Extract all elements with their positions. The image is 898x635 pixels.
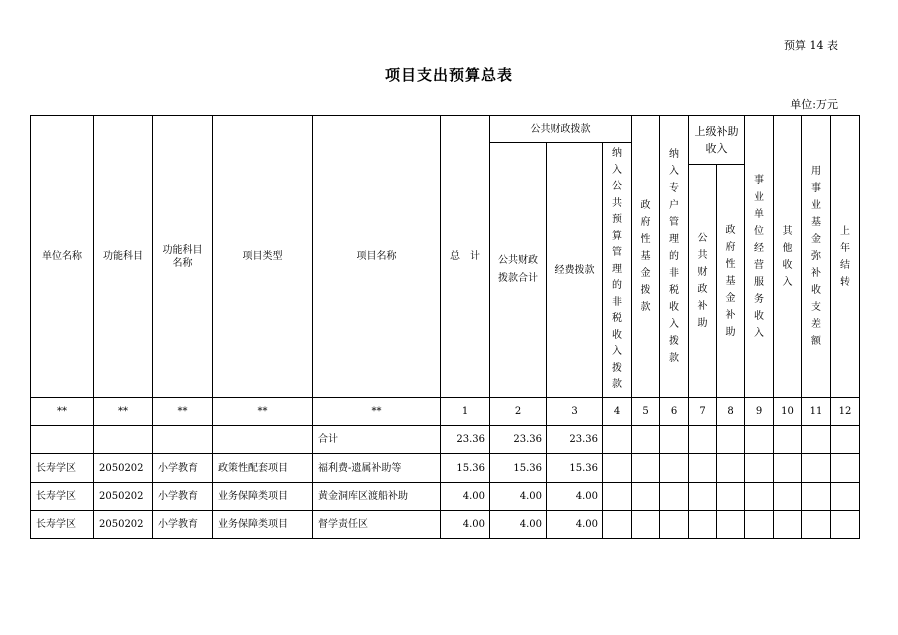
- type-cell: 业务保障类项目: [213, 483, 313, 511]
- total-cell: 23.36: [441, 426, 490, 454]
- code-cell: 2050202: [94, 511, 153, 539]
- total-public-cell: 23.36: [490, 426, 547, 454]
- total-row: [31, 426, 860, 454]
- index-cell: 4: [603, 398, 632, 426]
- header-public-finance: 公共财政拨款: [490, 116, 632, 143]
- index-cell: 10: [774, 398, 802, 426]
- type-cell: 业务保障类项目: [213, 511, 313, 539]
- unit-cell: 长寿学区: [31, 454, 94, 483]
- header-business-income: 事 业 单 位 经 营 服 务 收 入: [745, 116, 774, 398]
- name-cell: 督学责任区: [313, 511, 441, 539]
- func-cell: 小学教育: [153, 454, 213, 483]
- name-cell: 黄金洞库区渡船补助: [313, 483, 441, 511]
- header-fund-offset: 用 事 业 基 金 弥 补 收 支 差 额: [802, 116, 831, 398]
- header-total: 总 计: [441, 116, 490, 398]
- header-func-code: 功能科目: [94, 116, 153, 398]
- header-superior-subsidy: 上级补助 收入: [689, 116, 745, 165]
- index-cell: 9: [745, 398, 774, 426]
- index-cell: 3: [547, 398, 603, 426]
- table-row: [31, 483, 860, 511]
- table-row: [31, 511, 860, 539]
- header-special-nontax: 纳 入 专 户 管 理 的 非 税 收 入 拨 款: [660, 116, 689, 398]
- public-total-cell: 4.00: [490, 511, 547, 539]
- index-cell: **: [31, 398, 94, 426]
- index-cell: 5: [632, 398, 660, 426]
- public-total-cell: 15.36: [490, 454, 547, 483]
- public-total-cell: 4.00: [490, 483, 547, 511]
- index-cell: 2: [490, 398, 547, 426]
- index-cell: **: [94, 398, 153, 426]
- code-cell: 2050202: [94, 454, 153, 483]
- header-public-subsidy: 公 共 财 政 补 助: [689, 165, 717, 398]
- index-cell: **: [313, 398, 441, 426]
- header-public-finance-total: 公共财政 拨款合计: [490, 143, 547, 398]
- code-cell: 2050202: [94, 483, 153, 511]
- type-cell: 政策性配套项目: [213, 454, 313, 483]
- unit-label: 单位:万元: [790, 98, 838, 111]
- table-row: [31, 454, 860, 483]
- header-func-name: 功能科目 名称: [153, 116, 213, 398]
- page-number: 预算 14 表: [784, 39, 838, 52]
- func-cell: 小学教育: [153, 511, 213, 539]
- index-cell: 11: [802, 398, 831, 426]
- name-cell: 福利费-遗属补助等: [313, 454, 441, 483]
- total-cell: 4.00: [441, 483, 490, 511]
- index-cell: 1: [441, 398, 490, 426]
- total-funds-cell: 23.36: [547, 426, 603, 454]
- header-project-type: 项目类型: [213, 116, 313, 398]
- header-nontax: 纳 入 公 共 预 算 管 理 的 非 税 收 入 拨 款: [603, 143, 632, 398]
- funds-cell: 4.00: [547, 483, 603, 511]
- header-project-name: 项目名称: [313, 116, 441, 398]
- funds-cell: 4.00: [547, 511, 603, 539]
- header-gov-fund: 政 府 性 基 金 拨 款: [632, 116, 660, 398]
- index-cell: 8: [717, 398, 745, 426]
- budget-table: [30, 115, 860, 539]
- index-cell: 7: [689, 398, 717, 426]
- total-label: 合计: [313, 426, 441, 454]
- index-cell: **: [153, 398, 213, 426]
- header-unit-name: 单位名称: [31, 116, 94, 398]
- total-cell: 15.36: [441, 454, 490, 483]
- index-cell: **: [213, 398, 313, 426]
- func-cell: 小学教育: [153, 483, 213, 511]
- header-other-income: 其 他 收 入: [774, 116, 802, 398]
- header-gov-fund-subsidy: 政 府 性 基 金 补 助: [717, 165, 745, 398]
- header-funds: 经费拨款: [547, 143, 603, 398]
- unit-cell: 长寿学区: [31, 483, 94, 511]
- page-title: 项目支出预算总表: [384, 66, 513, 84]
- header-carryover: 上 年 结 转: [831, 116, 860, 398]
- index-cell: 12: [831, 398, 860, 426]
- funds-cell: 15.36: [547, 454, 603, 483]
- total-cell: 4.00: [441, 511, 490, 539]
- index-cell: 6: [660, 398, 689, 426]
- unit-cell: 长寿学区: [31, 511, 94, 539]
- index-row: [31, 398, 860, 426]
